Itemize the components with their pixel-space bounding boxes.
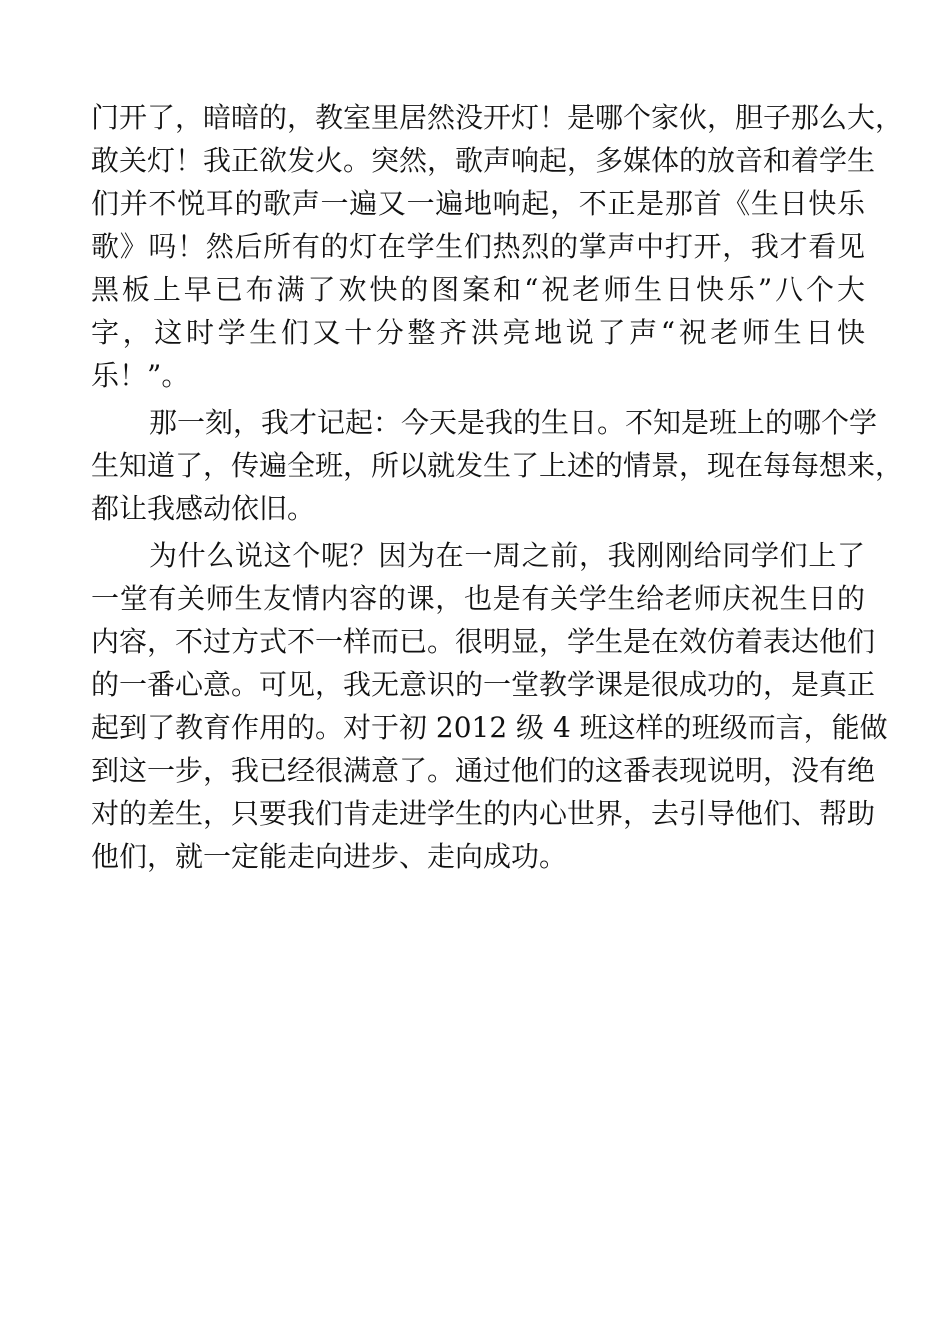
text-line: 的一番心意。可见，我无意识的一堂教学课是很成功的，是真正 [91,668,876,701]
paragraph-3 [91,534,888,878]
paragraph-1 [91,96,904,397]
text-line: 门开了，暗暗的，教室里居然没开灯！是哪个家伙，胆子那么大， [91,101,904,134]
text-line: 字，这时学生们又十分整齐洪亮地说了声“祝老师生日快 [91,316,865,349]
text-line: 起到了教育作用的。对于初 2012 级 4 班这样的班级而言，能做 [91,711,888,744]
text-line: 那一刻，我才记起：今天是我的生日。不知是班上的哪个学 [149,406,878,439]
text-line: 都让我感动依旧。 [91,492,316,525]
text-line: 内容，不过方式不一样而已。很明显，学生是在效仿着表达他们 [91,625,876,658]
text-line: 生知道了，传遍全班，所以就发生了上述的情景，现在每每想来， [91,449,904,482]
text-line: 他们，就一定能走向进步、走向成功。 [91,840,568,873]
text-line: 到这一步，我已经很满意了。通过他们的这番表现说明，没有绝 [91,754,876,787]
document-body [91,96,904,882]
text-line: 一堂有关师生友情内容的课，也是有关学生给老师庆祝生日的 [91,582,865,615]
paragraph-2 [91,401,904,530]
text-line: 们并不悦耳的歌声一遍又一遍地响起，不正是那首《生日快乐 [91,187,865,220]
text-line: 敢关灯！我正欲发火。突然，歌声响起，多媒体的放音和着学生 [91,144,876,177]
text-line: 歌》吗！然后所有的灯在学生们热烈的掌声中打开，我才看见 [91,230,865,263]
text-line: 黑板上早已布满了欢快的图案和“祝老师生日快乐”八个大 [91,273,865,306]
text-line: 乐！”。 [91,359,190,392]
text-line: 为什么说这个呢？因为在一周之前，我刚刚给同学们上了 [149,539,865,572]
text-line: 对的差生，只要我们肯走进学生的内心世界，去引导他们、帮助 [91,797,876,830]
